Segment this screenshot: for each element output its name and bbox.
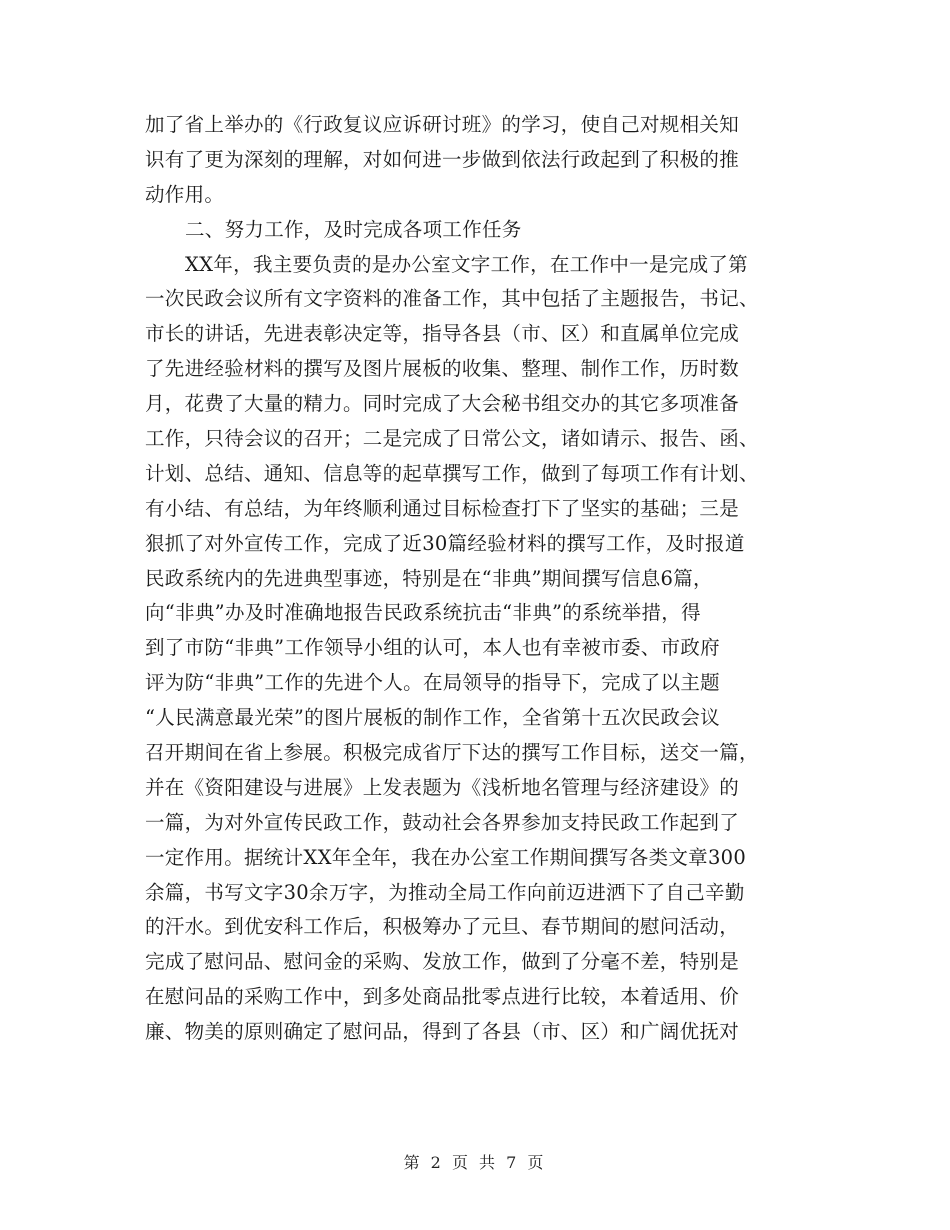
- section-heading: 二、努力工作，及时完成各项工作任务: [185, 217, 522, 241]
- text-line: 一篇，为对外宣传民政工作，鼓动社会各界参加支持民政工作起到了: [145, 810, 740, 834]
- text-line: 评为防“非典”工作的先进个人。在局领导的指导下，完成了以主题: [145, 671, 720, 695]
- text-line: 动作用。: [145, 182, 225, 206]
- text-line: 向“非典”办及时准确地报告民政系统抗击“非典”的系统举措，得: [145, 601, 701, 625]
- text-line: 计划、总结、通知、信息等的起草撰写工作，做到了每项工作有计划、: [145, 461, 759, 485]
- text-line: 完成了慰问品、慰问金的采购、发放工作，做到了分毫不差，特别是: [145, 950, 740, 974]
- text-line: 到了市防“非典”工作领导小组的认可，本人也有幸被市委、市政府: [145, 636, 720, 660]
- text-line: 的汗水。到优安科工作后，积极筹办了元旦、春节期间的慰问活动，: [145, 915, 740, 939]
- text-line: XX年，我主要负责的是办公室文字工作，在工作中一是完成了第: [185, 252, 748, 276]
- text-line: “人民满意最光荣”的图片展板的制作工作，全省第十五次民政会议: [145, 706, 720, 730]
- body-text: [145, 108, 805, 1050]
- text-line: 狠抓了对外宣传工作，完成了近30篇经验材料的撰写工作，及时报道: [145, 531, 745, 555]
- text-line: 在慰问品的采购工作中，到多处商品批零点进行比较，本着适用、价: [145, 985, 740, 1009]
- text-line: 一定作用。据统计XX年全年，我在办公室工作期间撰写各类文章300: [145, 845, 747, 869]
- page-number-footer: 第 2 页 共 7 页: [403, 1153, 547, 1172]
- text-line: 召开期间在省上参展。积极完成省厅下达的撰写工作目标，送交一篇，: [145, 741, 759, 765]
- text-line: 月，花费了大量的精力。同时完成了大会秘书组交办的其它多项准备: [145, 392, 740, 416]
- text-line: 一次民政会议所有文字资料的准备工作，其中包括了主题报告，书记、: [145, 287, 759, 311]
- text-line: 工作，只待会议的召开；二是完成了日常公文，诸如请示、报告、函、: [145, 427, 759, 451]
- text-line: 加了省上举办的《行政复议应诉研讨班》的学习，使自己对规相关知: [145, 113, 740, 136]
- text-line: 有小结、有总结，为年终顺利通过目标检查打下了坚实的基础；三是: [145, 496, 740, 520]
- text-line: 余篇，书写文字30余万字，为推动全局工作向前迈进洒下了自己辛勤: [145, 880, 745, 904]
- text-line: 了先进经验材料的撰写及图片展板的收集、整理、制作工作，历时数: [145, 357, 740, 381]
- text-line: 市长的讲话，先进表彰决定等，指导各县（市、区）和直属单位完成: [145, 322, 740, 346]
- text-line: 廉、物美的原则确定了慰问品，得到了各县（市、区）和广阔优抚对: [145, 1020, 740, 1044]
- text-line: 民政系统内的先进典型事迹，特别是在“非典”期间撰写信息6篇，: [145, 566, 713, 590]
- text-line: 并在《资阳建设与进展》上发表题为《浅析地名管理与经济建设》的: [145, 775, 740, 799]
- text-line: 识有了更为深刻的理解，对如何进一步做到依法行政起到了积极的推: [145, 147, 740, 171]
